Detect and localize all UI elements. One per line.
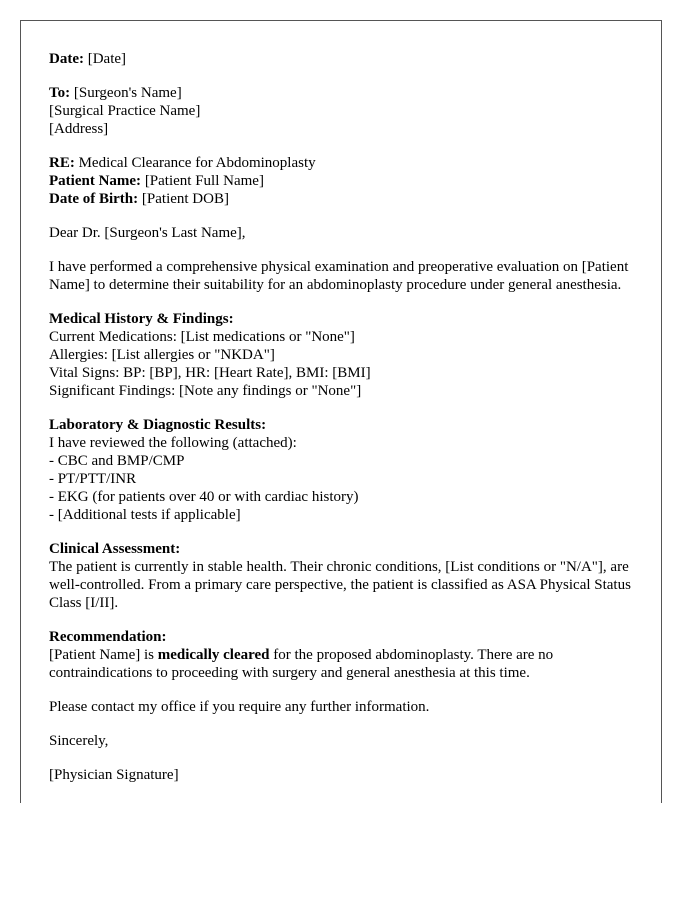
intro-paragraph: I have performed a comprehensive physical examination and preoperative evaluation on [Patient Name] to determine their suitability for an abdominoplasty procedure under general anesthesia.	[49, 259, 629, 293]
recommendation-section: Recommendation: [Patient Name] is medically cleared for the proposed abdominoplasty. There are no contraindications to proceeding with surgery and general anesthesia at this time.	[49, 629, 554, 681]
medical-history-section: Medical History & Findings: Current Medications: [List medications or "None"] Allergies: [List allergies or "NKDA"] Vital Signs: BP: [BP], HR: [Heart Rate], BMI: [BMI] Significant Findings: [Note any findings or "None"]	[49, 311, 371, 399]
date-line: Date: [Date]	[49, 51, 127, 67]
lab-results-section: Laboratory & Diagnostic Results: I have reviewed the following (attached): - CBC and BMP/CMP - PT/PTT/INR - EKG (for patients over 40 or with cardiac history) - [Additional tests if applicable]	[49, 417, 359, 523]
section-heading: Recommendation:	[49, 629, 167, 645]
salutation: Dear Dr. [Surgeon's Last Name],	[49, 225, 246, 241]
reference-block: RE: Medical Clearance for Abdominoplasty Patient Name: [Patient Full Name] Date of Birth: [Patient DOB]	[49, 155, 316, 207]
letter-page	[20, 20, 662, 803]
contact-line: Please contact my office if you require any further information.	[49, 699, 430, 715]
closing: Sincerely,	[49, 733, 109, 749]
signature: [Physician Signature]	[49, 767, 179, 783]
section-heading: Clinical Assessment:	[49, 541, 181, 557]
clinical-assessment-section: Clinical Assessment: The patient is currently in stable health. Their chronic conditions, [List conditions or "N/A"], are well-controlled. From a primary care perspective, the patient is classified as ASA Physical Status Class [I/II].	[49, 541, 631, 611]
section-heading: Medical History & Findings:	[49, 311, 234, 327]
section-heading: Laboratory & Diagnostic Results:	[49, 417, 267, 433]
recipient-block: To: [Surgeon's Name] [Surgical Practice Name] [Address]	[49, 85, 201, 137]
